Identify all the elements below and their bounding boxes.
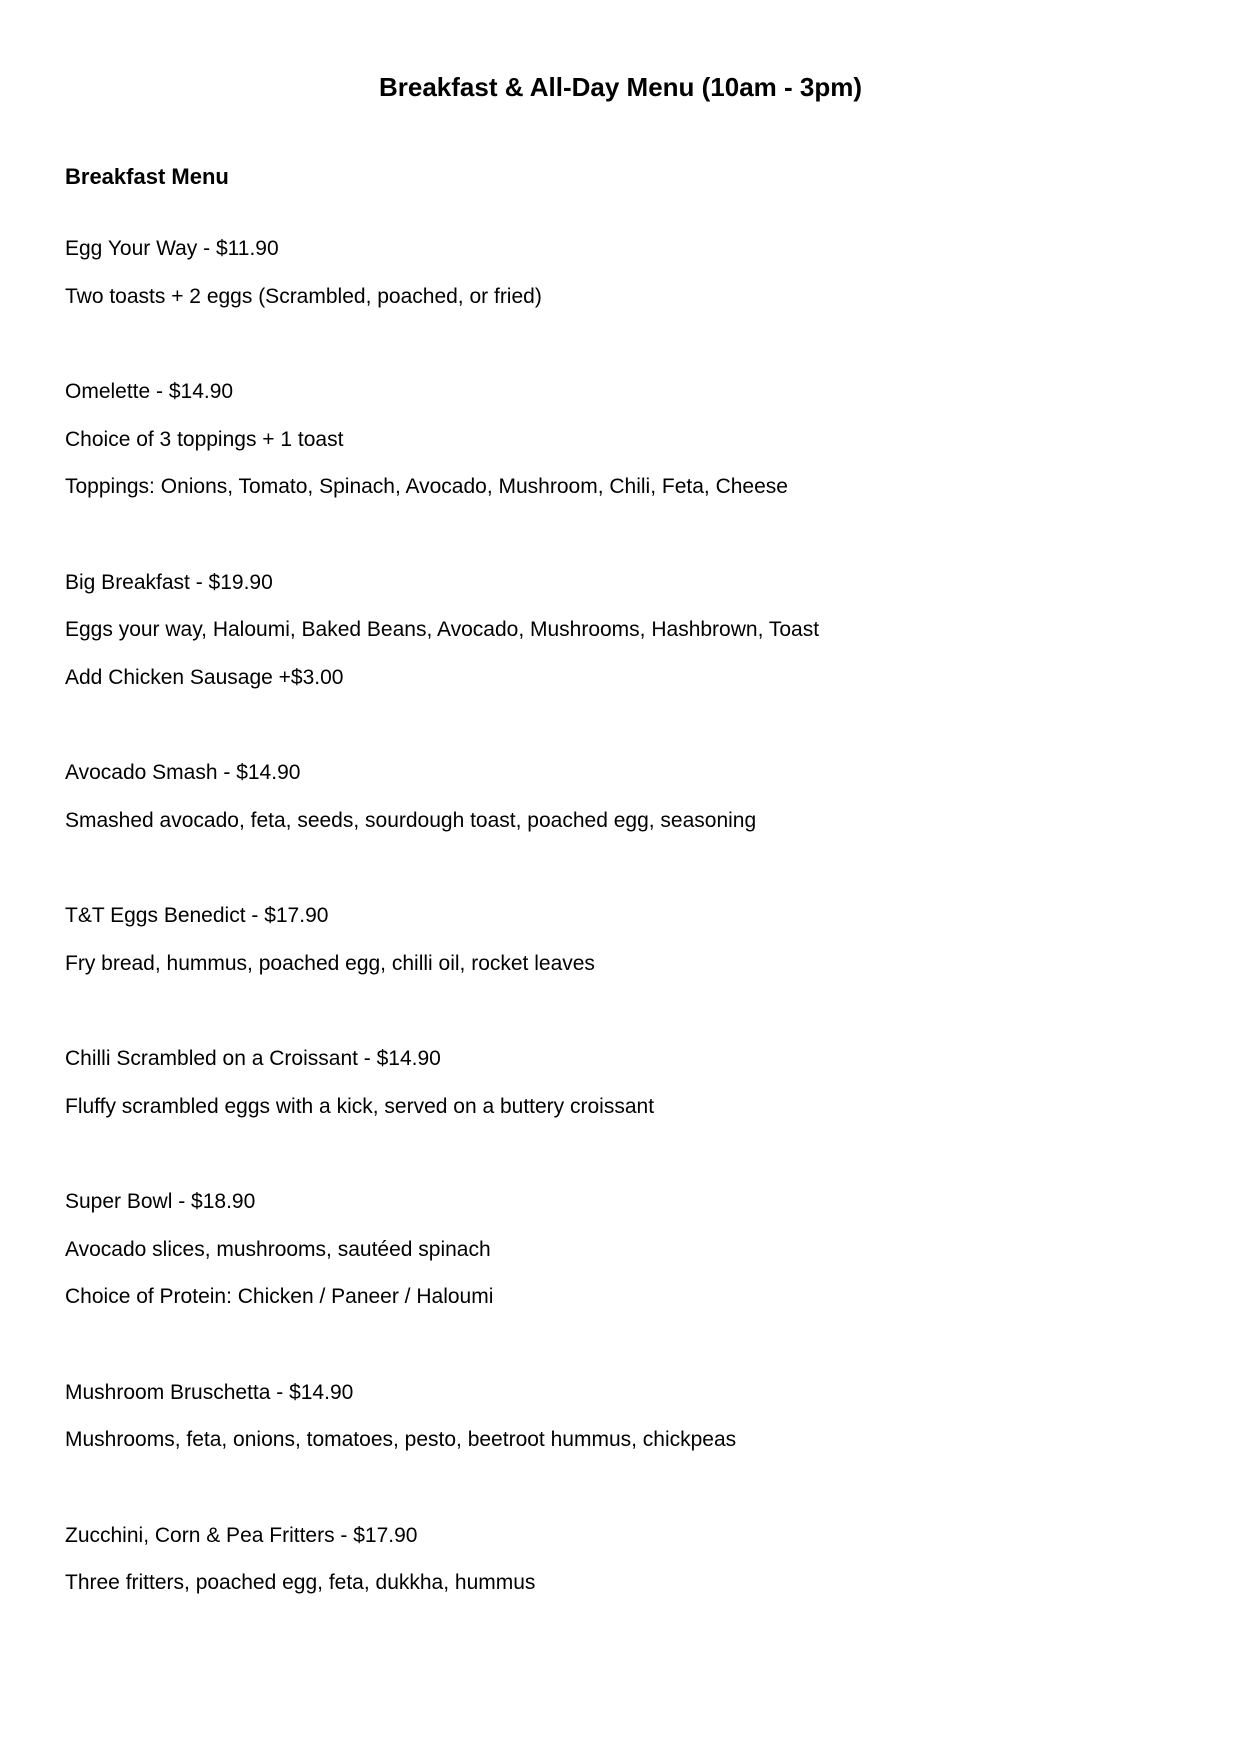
menu-item-super-bowl: [65, 1178, 1165, 1321]
menu-item-avocado-smash: [65, 749, 1165, 844]
menu-item-description: Choice of 3 toppings + 1 toast: [65, 427, 344, 451]
menu-item-title: Chilli Scrambled on a Croissant - $14.90: [65, 1047, 441, 1070]
menu-item-eggs-benedict: [65, 892, 1165, 987]
menu-item-title: T&T Eggs Benedict - $17.90: [65, 904, 329, 927]
menu-item-description: Eggs your way, Haloumi, Baked Beans, Avocado, Mushrooms, Hashbrown, Toast: [65, 618, 820, 641]
menu-item-title: Super Bowl - $18.90: [65, 1190, 256, 1213]
menu-item-title: Big Breakfast - $19.90: [65, 570, 273, 594]
menu-item-title: Zucchini, Corn & Pea Fritters - $17.90: [65, 1523, 418, 1547]
menu-item-title: Egg Your Way - $11.90: [65, 237, 279, 260]
menu-item-description: Two toasts + 2 eggs (Scrambled, poached, or fried): [65, 284, 542, 308]
menu-item-description: Three fritters, poached egg, feta, dukkha, hummus: [65, 1571, 536, 1594]
menu-list: [65, 225, 1165, 1655]
menu-item-egg-your-way: [65, 225, 1165, 320]
menu-item-fritters: [65, 1512, 1165, 1607]
section-heading-breakfast: Breakfast Menu: [65, 164, 229, 189]
menu-item-chilli-scrambled: [65, 1035, 1165, 1130]
menu-item-title: Mushroom Bruschetta - $14.90: [65, 1380, 354, 1404]
menu-item-description: Fry bread, hummus, poached egg, chilli oil, rocket leaves: [65, 951, 595, 975]
menu-item-description: Smashed avocado, feta, seeds, sourdough toast, poached egg, seasoning: [65, 808, 757, 832]
menu-item-addon: Add Chicken Sausage +$3.00: [65, 665, 344, 689]
menu-item-big-breakfast: [65, 559, 1165, 702]
menu-item-description: Mushrooms, feta, onions, tomatoes, pesto, beetroot hummus, chickpeas: [65, 1428, 737, 1451]
menu-item-mushroom-bruschetta: [65, 1369, 1165, 1464]
menu-item-title: Omelette - $14.90: [65, 380, 234, 403]
menu-item-protein-choice: Choice of Protein: Chicken / Paneer / Haloumi: [65, 1285, 494, 1308]
menu-item-description: Avocado slices, mushrooms, sautéed spinach: [65, 1237, 491, 1261]
menu-item-title: Avocado Smash - $14.90: [65, 761, 301, 784]
page-title: Breakfast & All-Day Menu (10am - 3pm): [378, 72, 863, 102]
menu-item-description: Fluffy scrambled eggs with a kick, served on a buttery croissant: [65, 1094, 655, 1118]
menu-item-omelette: [65, 368, 1165, 511]
menu-item-toppings: Toppings: Onions, Tomato, Spinach, Avocado, Mushroom, Chili, Feta, Cheese: [65, 475, 788, 498]
